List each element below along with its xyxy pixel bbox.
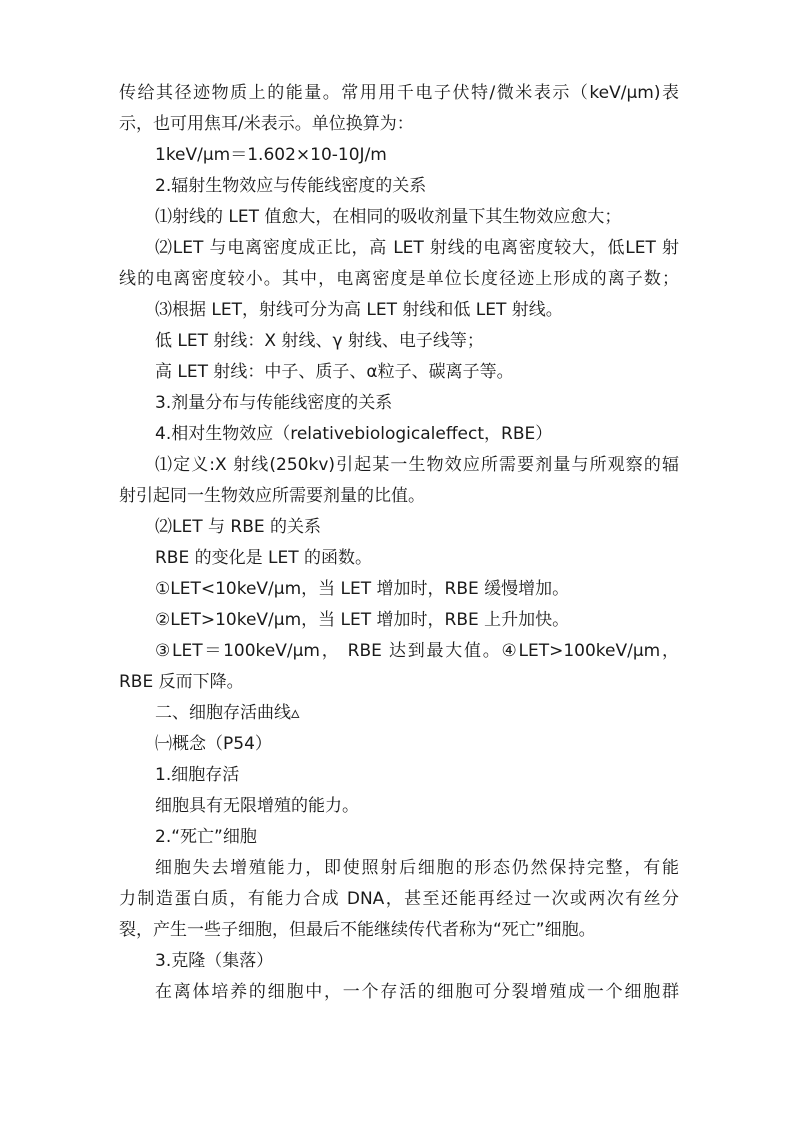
text-line: 线的电离密度较小。其中，电离密度是单位长度径迹上形成的离子数；: [119, 269, 679, 289]
section-heading: 4.相对生物效应（relativebiologicaleffect，RBE）: [155, 424, 553, 444]
text-line: 细胞失去增殖能力，即使照射后细胞的形态仍然保持完整，有能: [155, 858, 679, 878]
text-line: 传给其径迹物质上的能量。常用用千电子伏特/微米表示（keV/μm)表: [119, 83, 679, 103]
text-line: 高 LET 射线：中子、质子、α粒子、碳离子等。: [155, 362, 514, 382]
section-heading: 3.剂量分布与传能线密度的关系: [155, 393, 393, 413]
text-line: ⑵LET 与电离密度成正比，高 LET 射线的电离密度较大，低LET 射: [155, 238, 679, 258]
formula-line: 1keV/μm＝1.602×10-10J/m: [155, 145, 387, 165]
section-heading: 2.辐射生物效应与传能线密度的关系: [155, 176, 427, 196]
text-line: 低 LET 射线：X 射线、γ 射线、电子线等；: [155, 331, 484, 351]
chapter-heading: 二、细胞存活曲线▵: [155, 703, 300, 723]
text-line: ⑴射线的 LET 值愈大，在相同的吸收剂量下其生物效应愈大；: [155, 207, 622, 227]
text-line: ②LET>10keV/μm，当 LET 增加时，RBE 上升加快。: [155, 610, 570, 630]
text-line: 细胞具有无限增殖的能力。: [155, 796, 359, 816]
text-line: 射引起同一生物效应所需要剂量的比值。: [119, 486, 425, 506]
text-line: ⑵LET 与 RBE 的关系: [155, 517, 322, 537]
text-line: ③LET＝100keV/μm， RBE 达到最大值。④LET>100keV/μm，: [155, 641, 679, 661]
section-heading: 2.“死亡”细胞: [155, 827, 257, 847]
text-line: 裂，产生一些子细胞，但最后不能继续传代者称为“死亡”细胞。: [119, 920, 596, 940]
text-line: RBE 反而下降。: [119, 672, 244, 692]
text-line: ①LET<10keV/μm，当 LET 增加时，RBE 缓慢增加。: [155, 579, 570, 599]
text-line: 示，也可用焦耳/米表示。单位换算为：: [119, 114, 414, 134]
section-heading: 1.细胞存活: [155, 765, 240, 785]
text-line: RBE 的变化是 LET 的函数。: [155, 548, 373, 568]
text-line: ⑶根据 LET，射线可分为高 LET 射线和低 LET 射线。: [155, 300, 563, 320]
text-line: 力制造蛋白质，有能力合成 DNA，甚至还能再经过一次或两次有丝分: [119, 889, 679, 909]
text-line: 在离体培养的细胞中，一个存活的细胞可分裂增殖成一个细胞群: [155, 982, 679, 1002]
text-line: ⑴定义:X 射线(250kv)引起某一生物效应所需要剂量与所观察的辐: [155, 455, 679, 475]
document-body: [119, 78, 679, 1008]
section-heading: 3.克隆（集落）: [155, 951, 274, 971]
section-heading: ㈠概念（P54）: [155, 734, 272, 754]
